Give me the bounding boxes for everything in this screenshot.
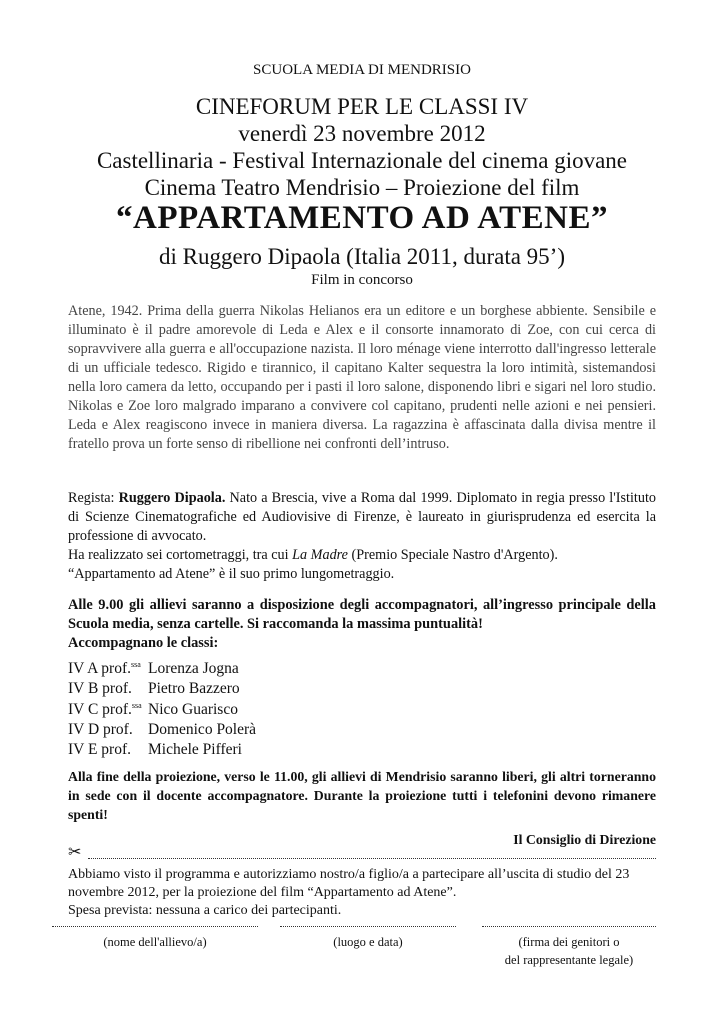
- title-suffix: ssa: [131, 700, 142, 710]
- director-feature: “Appartamento ad Atene” è il suo primo lungometraggio.: [68, 566, 395, 582]
- class-prof: [68, 700, 148, 720]
- event-title: CINEFORUM PER LE CLASSI IV: [195, 94, 529, 119]
- film-author: di Ruggero Dipaola (Italia 2011, durata 95’): [159, 244, 565, 269]
- signoff: Il Consiglio di Direzione: [513, 832, 656, 847]
- class-label: IV E prof.: [68, 741, 131, 759]
- class-prof: [68, 740, 148, 760]
- film-title: “APPARTAMENTO AD ATENE”: [116, 200, 608, 236]
- director-award: (Premio Speciale Nastro d'Argento).: [347, 547, 558, 563]
- class-label: IV B prof.: [68, 680, 132, 698]
- consent-form: [68, 866, 656, 920]
- parent-signature-label: (firma dei genitori o: [518, 935, 620, 949]
- accompany-heading: Accompagnano le classi:: [68, 635, 219, 651]
- teacher-name: Lorenza Jogna: [148, 660, 239, 677]
- arrival-notice: [68, 596, 656, 653]
- teacher-name: Michele Pifferi: [148, 741, 242, 759]
- signature-place-date[interactable]: [280, 926, 456, 951]
- class-row: [68, 700, 656, 720]
- venue-line: Cinema Teatro Mendrisio – Proiezione del film: [144, 175, 580, 200]
- director-shorts: Ha realizzato sei cortometraggi, tra cui: [68, 547, 293, 563]
- director-bio: Nato a Brescia, vive a Roma dal 1999. Diplomato in regia presso l'Istituto di Scienze Cinematografiche ed Audiovisive di Firenze, è laureato in giurisprudenza ed esercita la professione di avvocato.: [68, 490, 657, 544]
- cost-text: Spesa prevista: nessuna a carico dei partecipanti.: [68, 903, 342, 918]
- class-prof: [68, 720, 148, 740]
- signature-student[interactable]: [52, 926, 258, 951]
- class-row: [68, 740, 656, 760]
- teacher-name: Nico Guarisco: [148, 700, 238, 718]
- legal-rep-label: del rappresentante legale): [504, 953, 634, 967]
- director-info: [68, 489, 656, 584]
- place-date-label: (luogo e data): [333, 935, 403, 949]
- director-name: Ruggero Dipaola.: [118, 490, 226, 506]
- class-row: [68, 720, 656, 740]
- festival-name: Castellinaria - Festival Internazionale del cinema giovane: [96, 148, 628, 173]
- film-competition: Film in concorso: [311, 272, 413, 288]
- class-list: [68, 659, 656, 760]
- class-row: [68, 679, 656, 699]
- class-row: [68, 659, 656, 679]
- student-name-label: (nome dell'allievo/a): [103, 935, 207, 949]
- director-label: Regista:: [68, 490, 119, 506]
- consent-text: Abbiamo visto il programma e autorizziamo nostro/a figlio/a a partecipare all’uscita di studio del 23 novembre 2012, per la proiezione del film “Appartamento ad Atene”.: [68, 867, 630, 900]
- title-suffix: ssa: [131, 659, 141, 669]
- class-label: IV C prof.: [68, 700, 132, 718]
- event-date: venerdì 23 novembre 2012: [238, 121, 486, 146]
- class-label: IV D prof.: [68, 720, 133, 738]
- class-label: IV A prof.: [68, 660, 132, 677]
- closing-notice: Alla fine della proiezione, verso le 11.00, gli allievi di Mendrisio saranno liberi, gli altri torneranno in sede con il docente accompagnatore. Durante la proiezione tutti i telefonini devono rimanere spenti!: [68, 769, 656, 822]
- arrival-text: Alle 9.00 gli allievi saranno a disposizione degli accompagnatori, all’ingresso principale della Scuola media, senza cartelle. Si raccomanda la massima puntualità!: [68, 597, 656, 632]
- synopsis: Atene, 1942. Prima della guerra Nikolas Helianos era un editore e un borghese abbiente. Sensibile e illuminato è il padre amorevole di Leda e Alex e il consorte innamorato di Zoe, con cui cerca di sopravvivere alla guerra e all'occupazione nazista. Il loro ménage viene interrotto dall'ingresso letterale di un ufficiale tedesco. Rigido e tirannico, il capitano Kalter sequestra la loro intimità, sistemandosi nella loro camera da letto, occupando per i pasti il loro salone, disponendo libri e sigari nel loro studio. Nikolas e Zoe loro malgrado imparano a convivere col capitano, prudenti nelle azioni e nei pensieri. Leda e Alex reagiscono invece in maniera diversa. La ragazzina è affascinata dalla divisa mentre il fratello prova un forte senso di ribellione nei confronti dell’intruso.: [68, 303, 656, 452]
- teacher-name: Domenico Polerà: [148, 720, 257, 738]
- class-prof: [68, 679, 148, 699]
- school-name: SCUOLA MEDIA DI MENDRISIO: [253, 62, 471, 78]
- director-short-film: La Madre: [292, 547, 348, 563]
- signature-parent[interactable]: [482, 926, 656, 969]
- teacher-name: Pietro Bazzero: [148, 680, 240, 698]
- cut-line: [68, 844, 656, 864]
- dotted-divider: [88, 858, 656, 859]
- class-prof: [68, 659, 148, 679]
- scissors-icon: ✂: [68, 844, 82, 861]
